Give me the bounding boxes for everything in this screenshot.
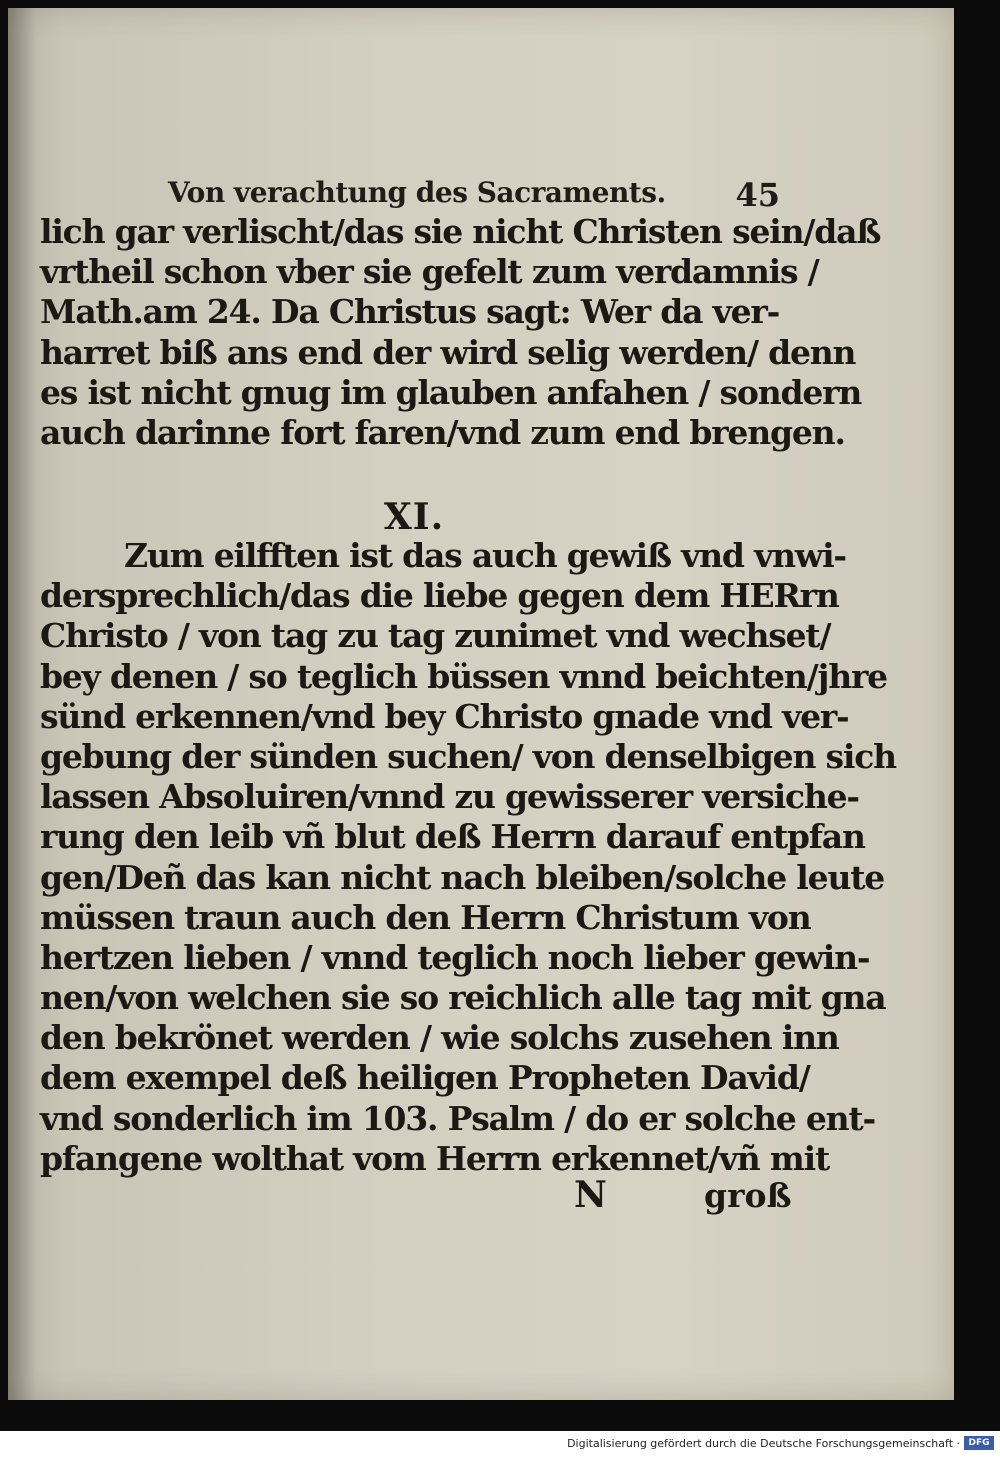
text-line: hertzen lieben / vnnd teglich noch lieber gewin-: [40, 937, 870, 977]
section-heading: XI.: [383, 496, 445, 538]
text-line: sünd erkennen/vnd bey Christo gnade vnd ver-: [40, 696, 849, 736]
text-line: gen/Deñ das kan nicht nach bleiben/solche leute: [40, 857, 885, 897]
text-line: es ist nicht gnug im glauben anfahen / sondern: [40, 372, 862, 412]
text-line: dersprechlich/das die liebe gegen dem HERrn: [40, 576, 839, 616]
text-line: vrtheil schon vber sie gefelt zum verdamnis /: [40, 252, 819, 292]
text-line: pfangene wolthat vom Herrn erkennet/vñ mit: [40, 1138, 829, 1178]
signature-mark: N: [574, 1174, 607, 1216]
dfg-logo-icon: DFG: [964, 1436, 994, 1450]
footer-bar: [0, 1431, 1000, 1459]
page-number: 45: [735, 176, 780, 214]
text-line: Zum eilfften ist das auch gewiß vnd vnwi-: [124, 536, 846, 575]
text-line: harret biß ans end der wird selig werden/ denn: [40, 332, 856, 372]
text-line: den bekrönet werden / wie solchs zusehen inn: [40, 1018, 839, 1058]
text-block-section-xi: [40, 536, 896, 1179]
running-head: [168, 176, 780, 216]
text-line: bey denen / so teglich büssen vnnd beichten/jhre: [40, 656, 887, 696]
text-line: lich gar verlischt/das sie nicht Christen sein/daß: [40, 212, 881, 251]
text-block-continuation: [40, 212, 881, 453]
text-line: müssen traun auch den Herrn Christum von: [40, 897, 811, 937]
text-line: lassen Absoluiren/vnnd zu gewisserer versiche-: [40, 777, 859, 817]
text-line: dem exempel deß heiligen Propheten David/: [40, 1058, 810, 1098]
funding-credit: Digitalisierung gefördert durch die Deutsche Forschungsgemeinschaft ·: [567, 1437, 960, 1450]
text-line: nen/von welchen sie so reichlich alle tag mit gna: [40, 978, 886, 1018]
text-line: auch darinne fort faren/vnd zum end brengen.: [40, 412, 845, 452]
book-page: [8, 8, 954, 1400]
text-line: Math.am 24. Da Christus sagt: Wer da ver-: [40, 292, 780, 332]
catchword: groß: [704, 1176, 792, 1215]
text-line: gebung der sünden suchen/ von denselbigen sich: [40, 736, 896, 776]
text-line: Christo / von tag zu tag zunimet vnd wechset/: [40, 616, 831, 656]
text-line: vnd sonderlich im 103. Psalm / do er solche ent-: [40, 1098, 875, 1138]
running-head-title: Von verachtung des Sacraments.: [168, 176, 666, 209]
text-line: rung den leib vñ blut deß Herrn darauf entpfan: [40, 817, 865, 857]
